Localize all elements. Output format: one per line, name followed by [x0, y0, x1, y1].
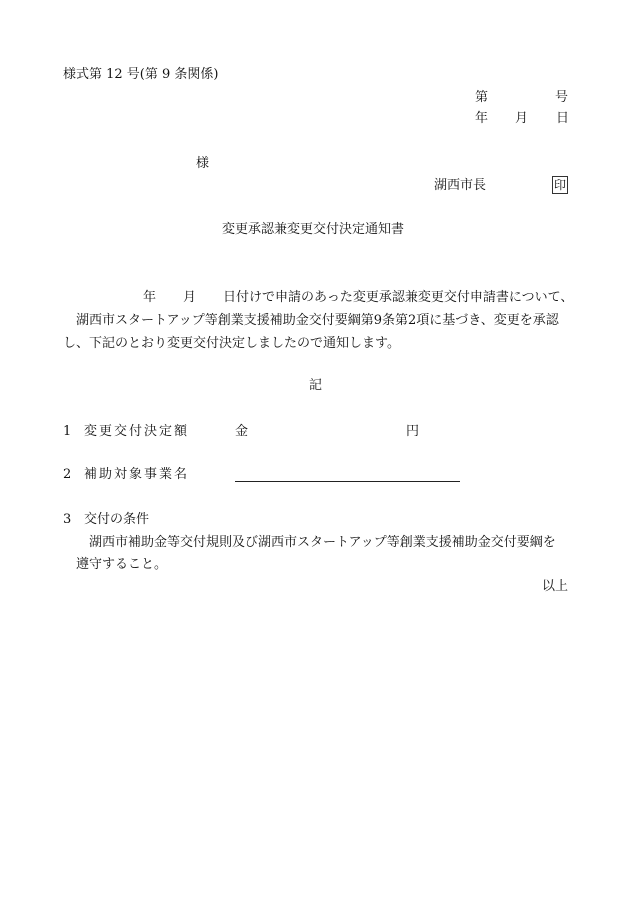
document-title: 変更承認兼変更交付決定通知書	[222, 222, 405, 237]
item-3-label: 交付の条件	[84, 512, 150, 527]
date-day: 日	[556, 111, 570, 126]
item-2-number: 2	[63, 467, 72, 482]
form-number: 様式第 12 号(第 9 条関係)	[63, 67, 219, 82]
date-month: 月	[515, 111, 529, 126]
item-1-number: 1	[63, 424, 72, 439]
issuer-name: 湖西市長	[434, 178, 487, 193]
seal-mark: 印	[553, 178, 566, 192]
conditions-text-line2: 遵守すること。	[76, 557, 168, 572]
project-name-blank-line	[235, 481, 460, 482]
body-line1: 日付けで申請のあった変更承認兼変更交付申請書について、	[223, 290, 574, 305]
ki-heading: 記	[309, 378, 323, 393]
item-1-label: 変更交付決定額	[84, 424, 190, 439]
addressee-honorific: 様	[196, 156, 210, 171]
conditions-text-line1: 湖西市補助金等交付規則及び湖西市スタートアップ等創業支援補助金交付要綱を	[89, 535, 556, 550]
amount-suffix: 円	[406, 424, 420, 439]
document-number-suffix: 号	[555, 90, 569, 105]
closing-mark: 以上	[542, 579, 569, 594]
body-line2: 湖西市スタートアップ等創業支援補助金交付要綱第9条第2項に基づき、変更を承認	[76, 313, 559, 328]
date-year: 年	[475, 111, 489, 126]
amount-prefix: 金	[235, 424, 249, 439]
item-3-number: 3	[63, 512, 72, 527]
document-number-prefix: 第	[475, 90, 489, 105]
item-2-label: 補助対象事業名	[84, 467, 190, 482]
body-month: 月	[183, 290, 197, 305]
body-year: 年	[143, 290, 157, 305]
body-line3: し、下記のとおり変更交付決定しましたので通知します。	[63, 336, 400, 351]
